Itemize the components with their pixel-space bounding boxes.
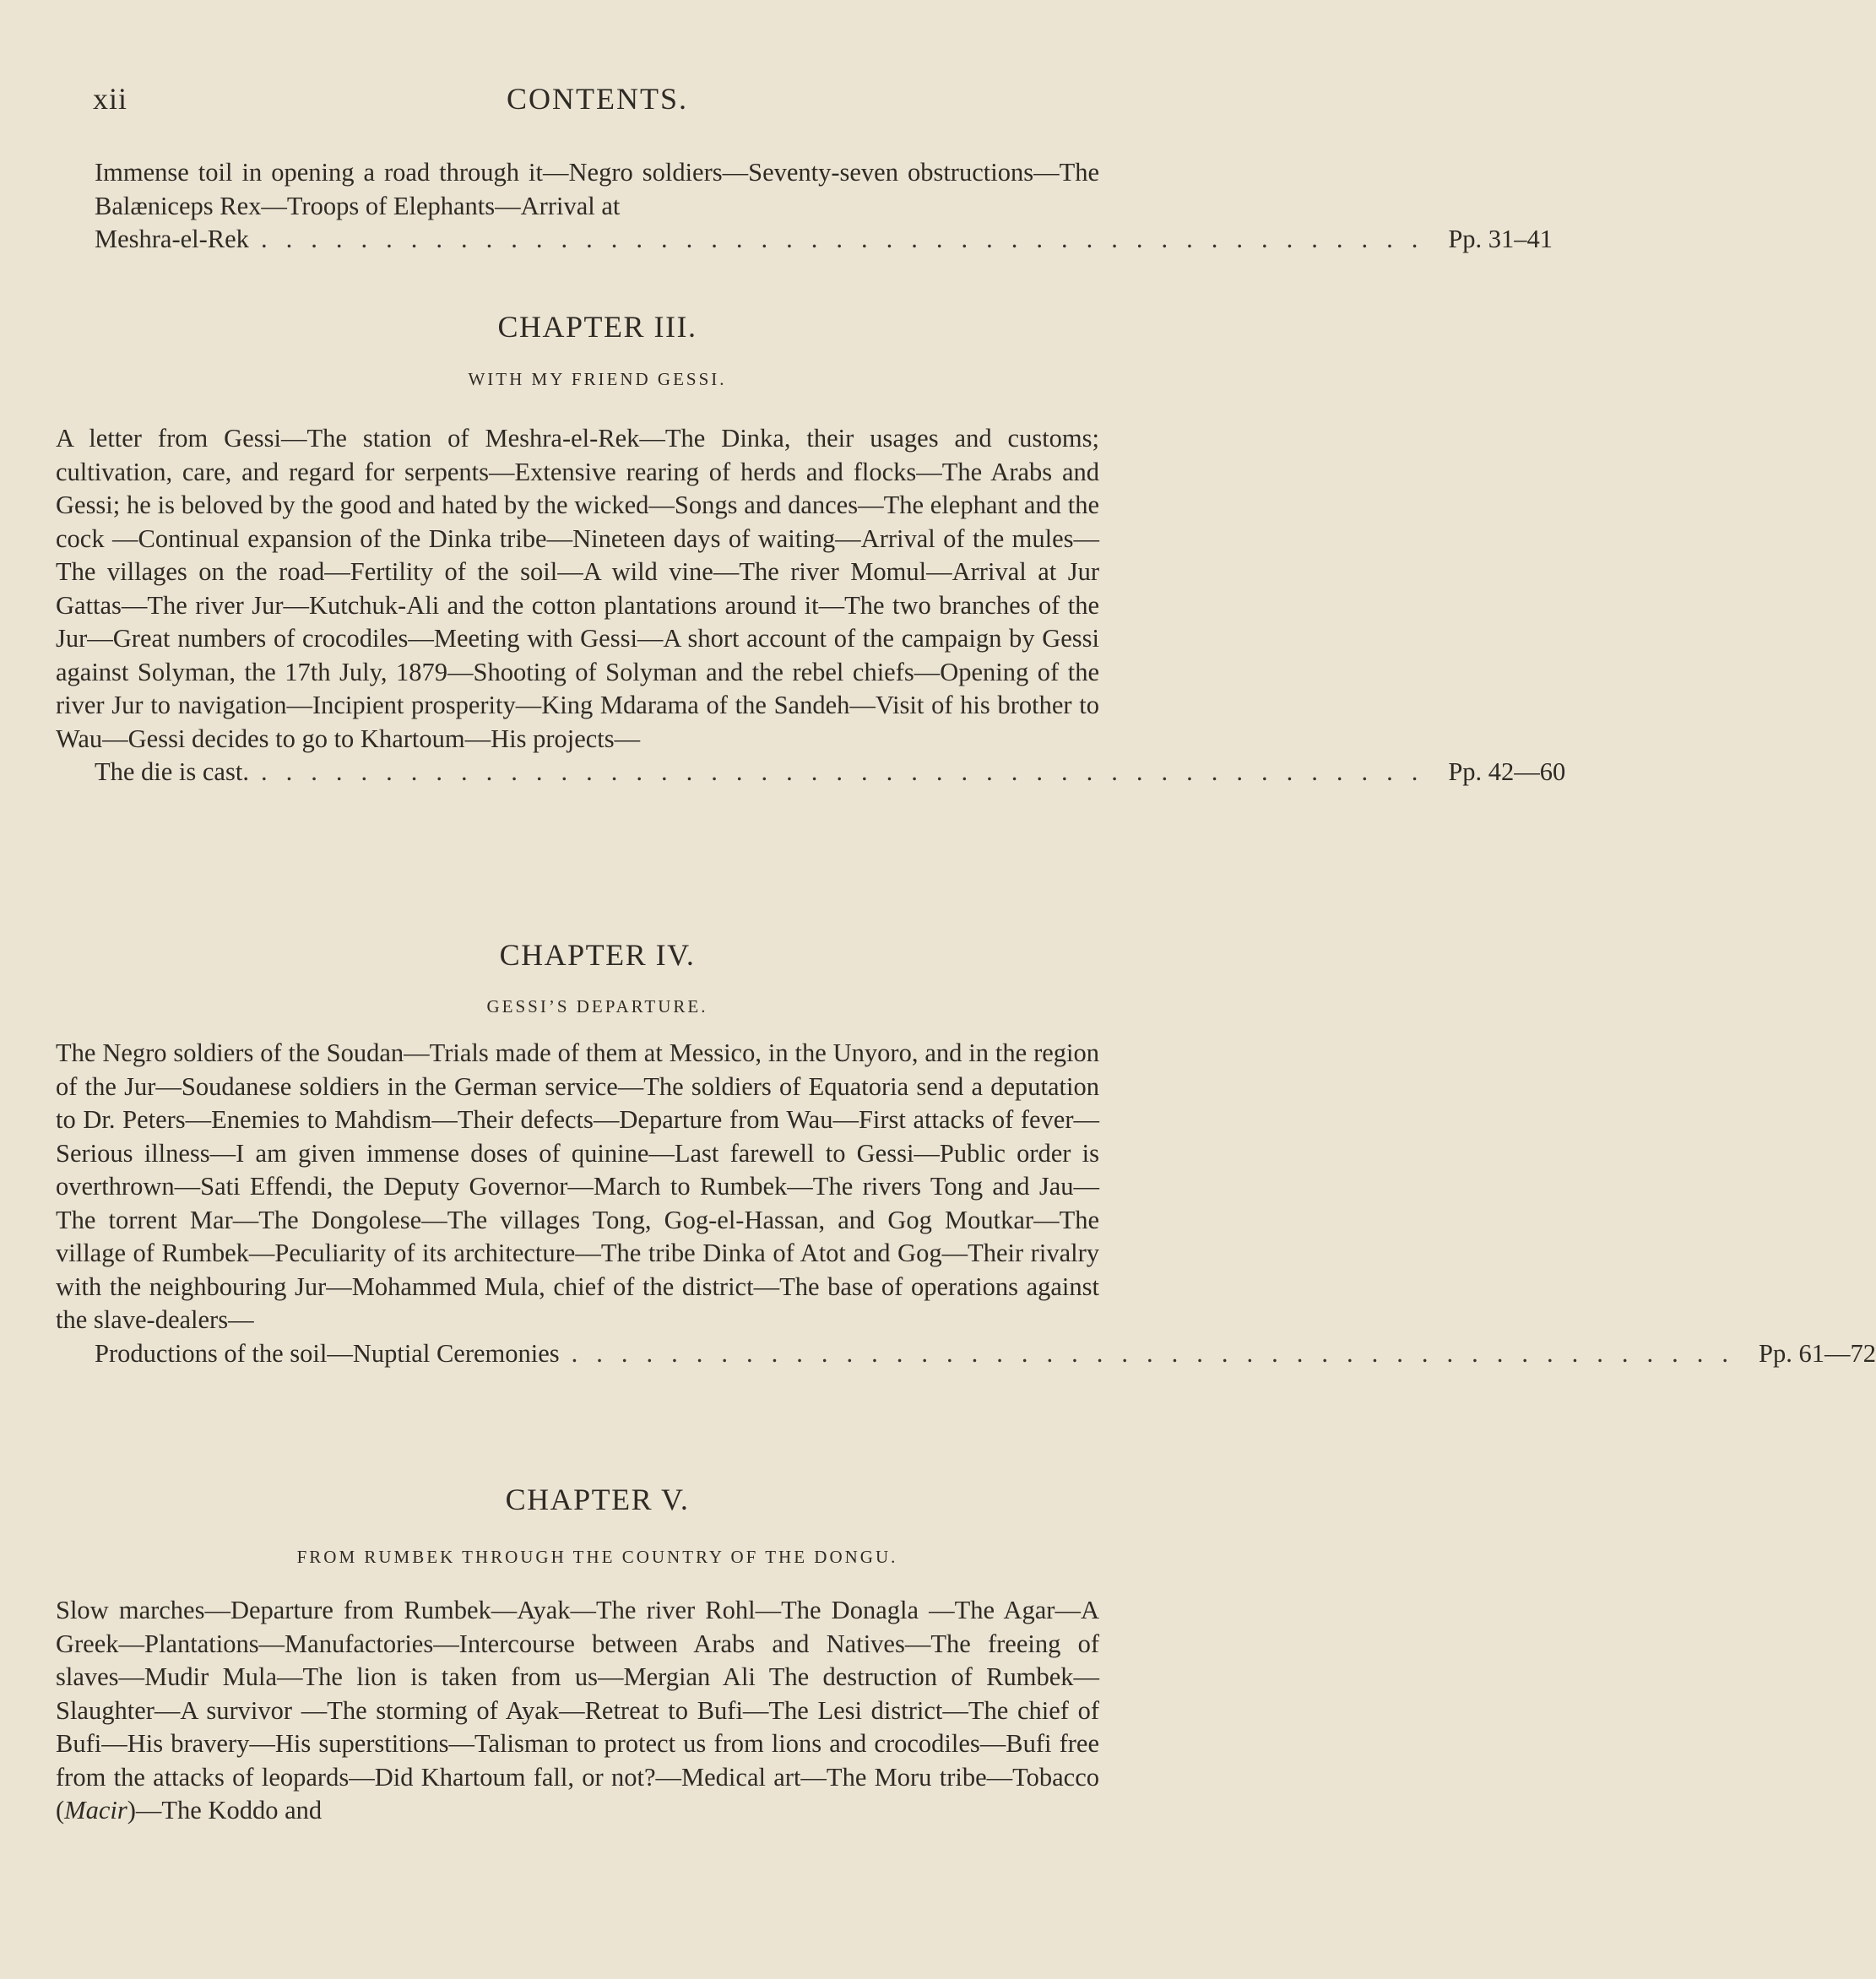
chapter-4-subtitle: GESSI’S DEPARTURE. (486, 996, 708, 1017)
page-range: Pp. 61—72 (1759, 1338, 1876, 1368)
summary-text: The Negro soldiers of the Soudan—Trials made of them at Messico, in the Unyoro, and in the region of the Jur—Soudanese soldiers in the German service—The soldiers of Equatoria send a deputation to Dr. Peters—Enemies to Mahdism—Their defects—Departure from Wau—First attacks of fever—Serious illness—I am given immense doses of quinine—Last farewell to Gessi—Public order is overthrown—Sati Effendi, the Deputy Governor—March to Rumbek—The rivers Tong and Jau—The torrent Mar—The Dongolese—The villages Tong, Gog-el-Hassan, and Gog Moutkar—The village of Rumbek—Peculiarity of its architecture—The tribe Dinka of Atot and Gog—Their rivalry with the neighbouring Jur—Mohammed Mula, chief of the district—The base of operations against the slave-dealers— (56, 1038, 1099, 1334)
chapter-5-summary (56, 1594, 1099, 1828)
leader-dots: ............................................... (571, 1338, 1747, 1368)
summary-last-text: The die is cast. (95, 757, 249, 786)
running-head: CONTENTS. (507, 82, 688, 116)
italic-term: Macir (64, 1796, 127, 1824)
chapter-3-subtitle: WITH MY FRIEND GESSI. (468, 369, 727, 389)
summary-text (56, 1594, 1099, 1828)
summary-text: Immense toil in opening a road through it—Negro soldiers—Seventy-seven obstructions—The Balæniceps Rex—Troops of Elephants—Arrival at (95, 158, 1099, 220)
chapter-4-summary (56, 1037, 1876, 1370)
page-range-line (95, 756, 1566, 789)
summary-text-after: )—The Koddo and (127, 1796, 323, 1824)
summary-last-text: Productions of the soil—Nuptial Ceremonies (95, 1338, 560, 1368)
chapter-3-title: CHAPTER III. (497, 310, 697, 344)
summary-text: A letter from Gessi—The station of Meshra-el-Rek—The Dinka, their usages and customs; cultivation, care, and regard for serpents—Extensive rearing of herds and flocks—The Arabs and Gessi; he is beloved by the good and hated by the wicked—Songs and dances—The elephant and the cock —Continual expansion of the Dinka tribe—Nineteen days of waiting—Arrival of the mules—The villages on the road—Fertility of the soil—A wild vine—The river Momul—Arrival at Jur Gattas—The river Jur—Kutchuk-Ali and the cotton plantations around it—The two branches of the Jur—Great numbers of crocodiles—Meeting with Gessi—A short account of the campaign by Gessi against Solyman, the 17th July, 1879—Shooting of Solyman and the rebel chiefs—Opening of the river Jur to navigation—Incipient prosperity—King Mdarama of the Sandeh—Visit of his brother to Wau—Gessi decides to go to Khartoum—His projects— (56, 424, 1099, 753)
summary-last-text: Meshra-el-Rek (95, 225, 249, 253)
chapter-5-title: CHAPTER V. (505, 1483, 690, 1516)
page-header (0, 81, 1195, 123)
chapter-4-title: CHAPTER IV. (499, 938, 696, 972)
page-range-line (95, 1337, 1876, 1371)
page-number: xii (93, 82, 128, 116)
chapter-3-summary (56, 422, 1566, 789)
page-range: Pp. 42—60 (1448, 757, 1566, 786)
page-range: Pp. 31–41 (1448, 225, 1553, 253)
chapter-5-subtitle: FROM RUMBEK THROUGH THE COUNTRY OF THE DONGU. (296, 1547, 898, 1567)
chapter-2-summary (95, 156, 1553, 257)
summary-text-main: Slow marches—Departure from Rumbek—Ayak—The river Rohl—The Donagla —The Agar—A Greek—Plantations—Manufactories—Intercourse between Arabs and Natives—The freeing of slaves—Mudir Mula—The lion is taken from us—Mergian Ali The destruction of Rumbek—Slaughter—A survivor —The storming of Ayak—Retreat to Bufi—The Lesi district—The chief of Bufi—His bravery—His superstitions—Talisman to protect us from lions and crocodiles—Bufi free from the attacks of leopards—Did Khartoum fall, or not?—Medical art—The Moru tribe—Tobacco ( (56, 1596, 1099, 1824)
leader-dots: ............................................... (260, 225, 1437, 253)
leader-dots: ............................................... (260, 757, 1437, 786)
page-range-line (95, 223, 1553, 257)
